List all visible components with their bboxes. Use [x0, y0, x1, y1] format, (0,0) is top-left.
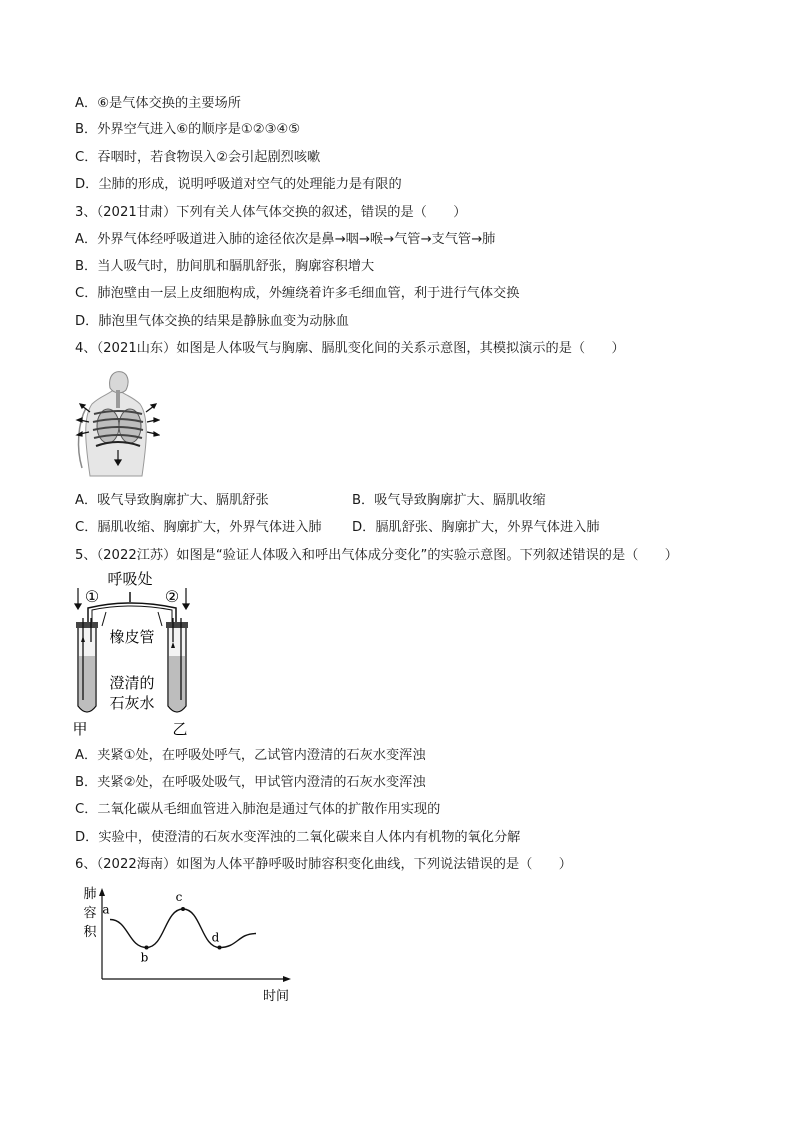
marker-2: ② — [164, 587, 180, 606]
q3-option-c: C．肺泡壁由一层上皮细胞构成，外缠绕着许多毛细血管，利于进行气体交换 — [75, 286, 520, 301]
rubber-tube-label: 橡皮管 — [109, 628, 155, 646]
y-label-char-2: 容 — [83, 906, 97, 921]
prev-option-c: C．吞咽时，若食物误入②会引起剧烈咳嗽 — [75, 150, 321, 165]
q3-option-b: B．当人吸气时，肋间肌和膈肌舒张，胸廓容积增大 — [75, 259, 375, 274]
tube-jia-label: 甲 — [72, 720, 88, 738]
curve-point-c — [181, 907, 185, 911]
q5-stem: 5、（2022江苏）如图是“验证人体吸入和呼出气体成分变化”的实验示意图。下列叙述错误的是（ ） — [75, 548, 678, 563]
y-label-char-3: 积 — [83, 925, 97, 940]
q6-stem: 6、（2022海南）如图为人体平静呼吸时肺容积变化曲线，下列说法错误的是（ ） — [75, 857, 572, 872]
limewater-label-line2: 石灰水 — [109, 694, 155, 712]
x-axis-arrow — [283, 976, 291, 982]
tube-yi-label: 乙 — [172, 720, 188, 738]
x-axis-label: 时间 — [262, 989, 290, 1004]
q5-option-d: D．实验中，使澄清的石灰水变浑浊的二氧化碳来自人体内有机物的氧化分解 — [75, 830, 521, 845]
prev-option-b: B．外界空气进入⑥的顺序是①②③④⑤ — [75, 122, 301, 137]
q4-option-b: B．吸气导致胸廓扩大、膈肌收缩 — [352, 493, 546, 508]
limewater-label-line1: 澄清的 — [109, 674, 155, 692]
chest-breathing-illustration — [72, 368, 160, 478]
lung-volume-curve-chart — [80, 884, 300, 1004]
point-label-c: c — [175, 890, 183, 904]
q3-stem: 3、（2021甘肃）下列有关人体气体交换的叙述，错误的是（ ） — [75, 205, 467, 220]
prev-option-d: D．尘肺的形成，说明呼吸道对空气的处理能力是有限的 — [75, 177, 402, 192]
q6-lung-volume-chart — [80, 884, 300, 1004]
q5-experiment-figure — [68, 568, 198, 738]
limewater-apparatus — [68, 568, 198, 738]
q5-option-b: B．夹紧②处，在呼吸处吸气，甲试管内澄清的石灰水变浑浊 — [75, 775, 426, 790]
q5-option-a: A．夹紧①处，在呼吸处呼气，乙试管内澄清的石灰水变浑浊 — [75, 748, 426, 763]
q4-chest-figure — [72, 368, 160, 478]
prev-option-a: A．⑥是气体交换的主要场所 — [75, 96, 241, 111]
marker-1: ① — [84, 587, 100, 606]
point-label-d: d — [211, 930, 220, 945]
q5-option-c: C．二氧化碳从毛细血管进入肺泡是通过气体的扩散作用实现的 — [75, 802, 441, 817]
breathing-point-label: 呼吸处 — [107, 570, 153, 588]
q4-option-d: D．膈肌舒张、胸廓扩大，外界气体进入肺 — [352, 520, 600, 535]
point-label-b: b — [140, 950, 149, 965]
y-axis-arrow — [99, 888, 105, 896]
q4-option-a: A．吸气导致胸廓扩大、膈肌舒张 — [75, 493, 269, 508]
y-label-char-1: 肺 — [83, 887, 97, 902]
q3-option-d: D．肺泡里气体交换的结果是静脉血变为动脉血 — [75, 314, 349, 329]
lung-volume-curve — [110, 909, 256, 948]
curve-point-d — [218, 946, 222, 950]
q3-option-a: A．外界气体经呼吸道进入肺的途径依次是鼻→咽→喉→气管→支气管→肺 — [75, 232, 496, 247]
point-label-a: a — [102, 902, 110, 917]
q4-option-c: C．膈肌收缩、胸廓扩大，外界气体进入肺 — [75, 520, 322, 535]
q4-stem: 4、（2021山东）如图是人体吸气与胸廓、膈肌变化间的关系示意图，其模拟演示的是（ ） — [75, 341, 625, 356]
curve-point-b — [145, 946, 149, 950]
